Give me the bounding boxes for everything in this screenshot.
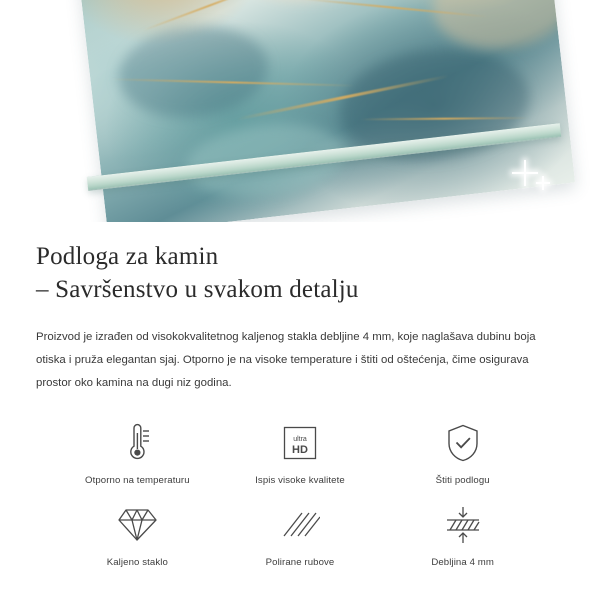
- hero-image: [0, 0, 600, 222]
- feature-item-temperature: [56, 420, 219, 486]
- feature-label: Otporno na temperaturu: [85, 475, 190, 487]
- feature-label: Kaljeno staklo: [106, 557, 168, 569]
- feature-item-protects-surface: [381, 420, 544, 486]
- feature-grid: [36, 420, 564, 568]
- headline-line-2: – Savršenstvo u svakom detalju: [36, 276, 359, 303]
- headline-line-1: Podloga za kamin: [36, 243, 219, 270]
- feature-item-print-quality: [219, 420, 382, 486]
- thickness-icon: [443, 502, 483, 548]
- feature-item-polished-edges: [219, 502, 382, 568]
- feature-label: Debljina 4 mm: [431, 557, 494, 569]
- page-title: [36, 240, 564, 306]
- polished-edges-icon: [280, 502, 320, 548]
- ultra-hd-icon: [281, 420, 319, 466]
- feature-item-tempered-glass: [56, 502, 219, 568]
- feature-item-thickness: [381, 502, 544, 568]
- feature-label: Ispis visoke kvalitete: [255, 475, 345, 487]
- feature-label: Štiti podlogu: [435, 475, 490, 487]
- body-paragraph: Proizvod je izrađen od visokokvalitetnog kaljenog stakla debljine 4 mm, koje naglašava dubinu boja otiska i pruža elegantan sjaj. Otporno je na visoke temperature i štiti od oštećenja, čime osigurava prostor oko kamina na dugi niz godina.: [36, 331, 536, 389]
- svg-text:HD: HD: [292, 444, 308, 457]
- thermometer-icon: [120, 420, 154, 466]
- content-area: [0, 222, 600, 568]
- feature-label: Polirane rubove: [265, 557, 335, 569]
- svg-text:ultra: ultra: [293, 436, 307, 444]
- glass-panel-artwork: [71, 0, 575, 222]
- diamond-icon: [116, 502, 158, 548]
- shield-check-icon: [444, 420, 482, 466]
- hero-canvas: [0, 0, 600, 222]
